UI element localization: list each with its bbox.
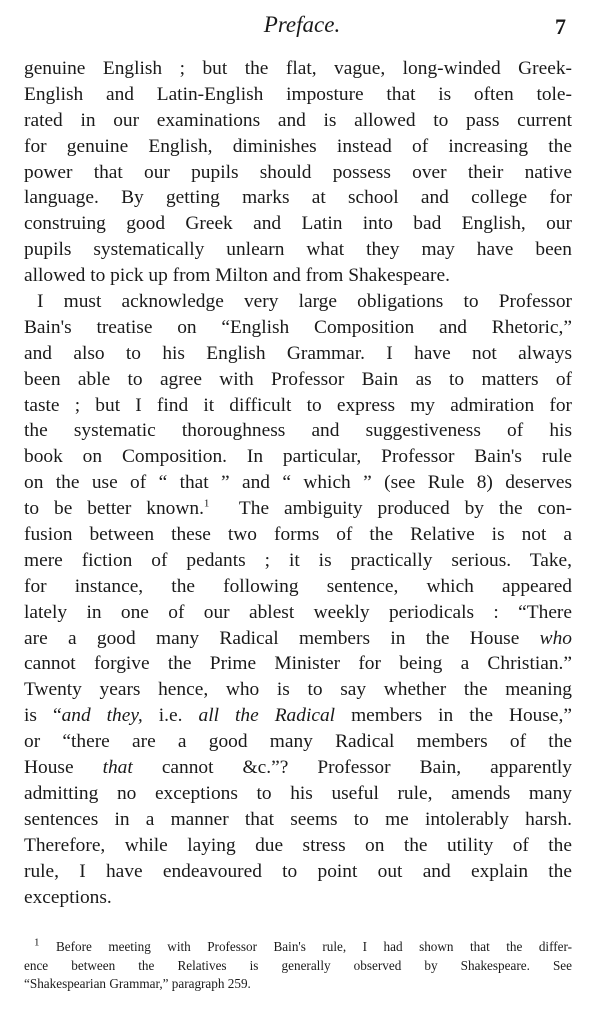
text-line: for instance, the following sentence, which appeared <box>24 575 572 597</box>
footnote-text: Before meeting with Professor Bain's rule, I had shown that the differ- <box>55 939 573 954</box>
text-line <box>24 703 572 729</box>
italic-phrase: all the Radical <box>198 705 336 727</box>
italic-phrase: and they, <box>61 705 143 727</box>
text-line: language. By getting marks at school and college for <box>24 187 572 209</box>
footnote <box>24 938 572 994</box>
text-line: on the use of “ that ” and “ which ” (see Rule 8) deserves <box>24 472 572 494</box>
text-line: lately in one of our ablest weekly periodicals : “There <box>24 601 572 623</box>
text-line: sentences in a manner that seems to me intolerably harsh. <box>24 808 572 830</box>
text-line: genuine English ; but the flat, vague, long-winded Greek- <box>24 58 572 79</box>
text-fragment: members in the House,” <box>351 705 572 727</box>
text-line: mere fiction of pedants ; it is practically serious. Take, <box>24 549 572 571</box>
text-fragment: i.e. <box>158 705 183 727</box>
text-line: power that our pupils should possess over their native <box>24 161 572 183</box>
text-line: Twenty years hence, who is to say whether the meaning <box>24 679 572 701</box>
text-fragment: is “ <box>24 705 62 727</box>
text-line: cannot forgive the Prime Minister for being a Christian.” <box>24 653 572 675</box>
text-line: allowed to pick up from Milton and from Shakespeare. <box>24 265 450 287</box>
text-fragment: are a good many Radical members in the House <box>24 627 520 649</box>
text-line <box>24 496 572 522</box>
text-line: book on Composition. In particular, Professor Bain's rule <box>24 446 572 468</box>
text-line: construing good Greek and Latin into bad English, our <box>24 213 572 235</box>
text-line: the systematic thoroughness and suggestiveness of his <box>24 420 572 442</box>
text-fragment: House <box>24 757 74 779</box>
text-fragment: cannot &c.”? Professor Bain, apparently <box>161 757 572 779</box>
text-line <box>24 626 572 652</box>
page-number: 7 <box>555 14 566 39</box>
text-line: for genuine English, diminishes instead of increasing the <box>24 135 572 157</box>
footnote-marker: 1 <box>34 936 40 949</box>
text-line: rule, I have endeavoured to point out and explain the <box>24 860 572 882</box>
text-line: Bain's treatise on “English Composition and Rhetoric,” <box>24 316 572 338</box>
footnote-line: “Shakespearian Grammar,” paragraph 259. <box>24 976 251 992</box>
text-line: admitting no exceptions to his useful rule, amends many <box>24 782 572 804</box>
italic-word: who <box>539 627 572 649</box>
text-line: Therefore, while laying due stress on the utility of the <box>24 834 572 856</box>
footnote-line: ence between the Relatives is generally observed by Shakespeare. See <box>24 957 572 973</box>
text-line: or “there are a good many Radical members of the <box>24 731 572 753</box>
text-line <box>24 755 572 781</box>
text-line: English and Latin-English imposture that is often tole- <box>24 83 572 105</box>
text-line: been able to agree with Professor Bain as to matters of <box>24 368 572 390</box>
body-text <box>24 56 572 910</box>
running-header <box>0 10 604 44</box>
text-line: and also to his English Grammar. I have not always <box>24 342 572 364</box>
text-line: exceptions. <box>24 886 112 908</box>
text-line: taste ; but I find it difficult to express my admiration for <box>24 394 572 416</box>
text-fragment: to be better known. <box>24 498 204 520</box>
running-title: Preface. <box>263 12 341 37</box>
footnote-line <box>24 938 572 957</box>
footnote-reference: 1 <box>203 497 210 510</box>
text-line: fusion between these two forms of the Relative is not a <box>24 524 572 546</box>
text-line: pupils systematically unlearn what they may have been <box>24 239 572 261</box>
paragraph-first-line: I must acknowledge very large obligations to Professor <box>37 291 572 313</box>
italic-word: that <box>102 757 133 779</box>
text-line: rated in our examinations and is allowed to pass current <box>24 109 572 131</box>
text-fragment: The ambiguity produced by the con- <box>238 498 572 520</box>
